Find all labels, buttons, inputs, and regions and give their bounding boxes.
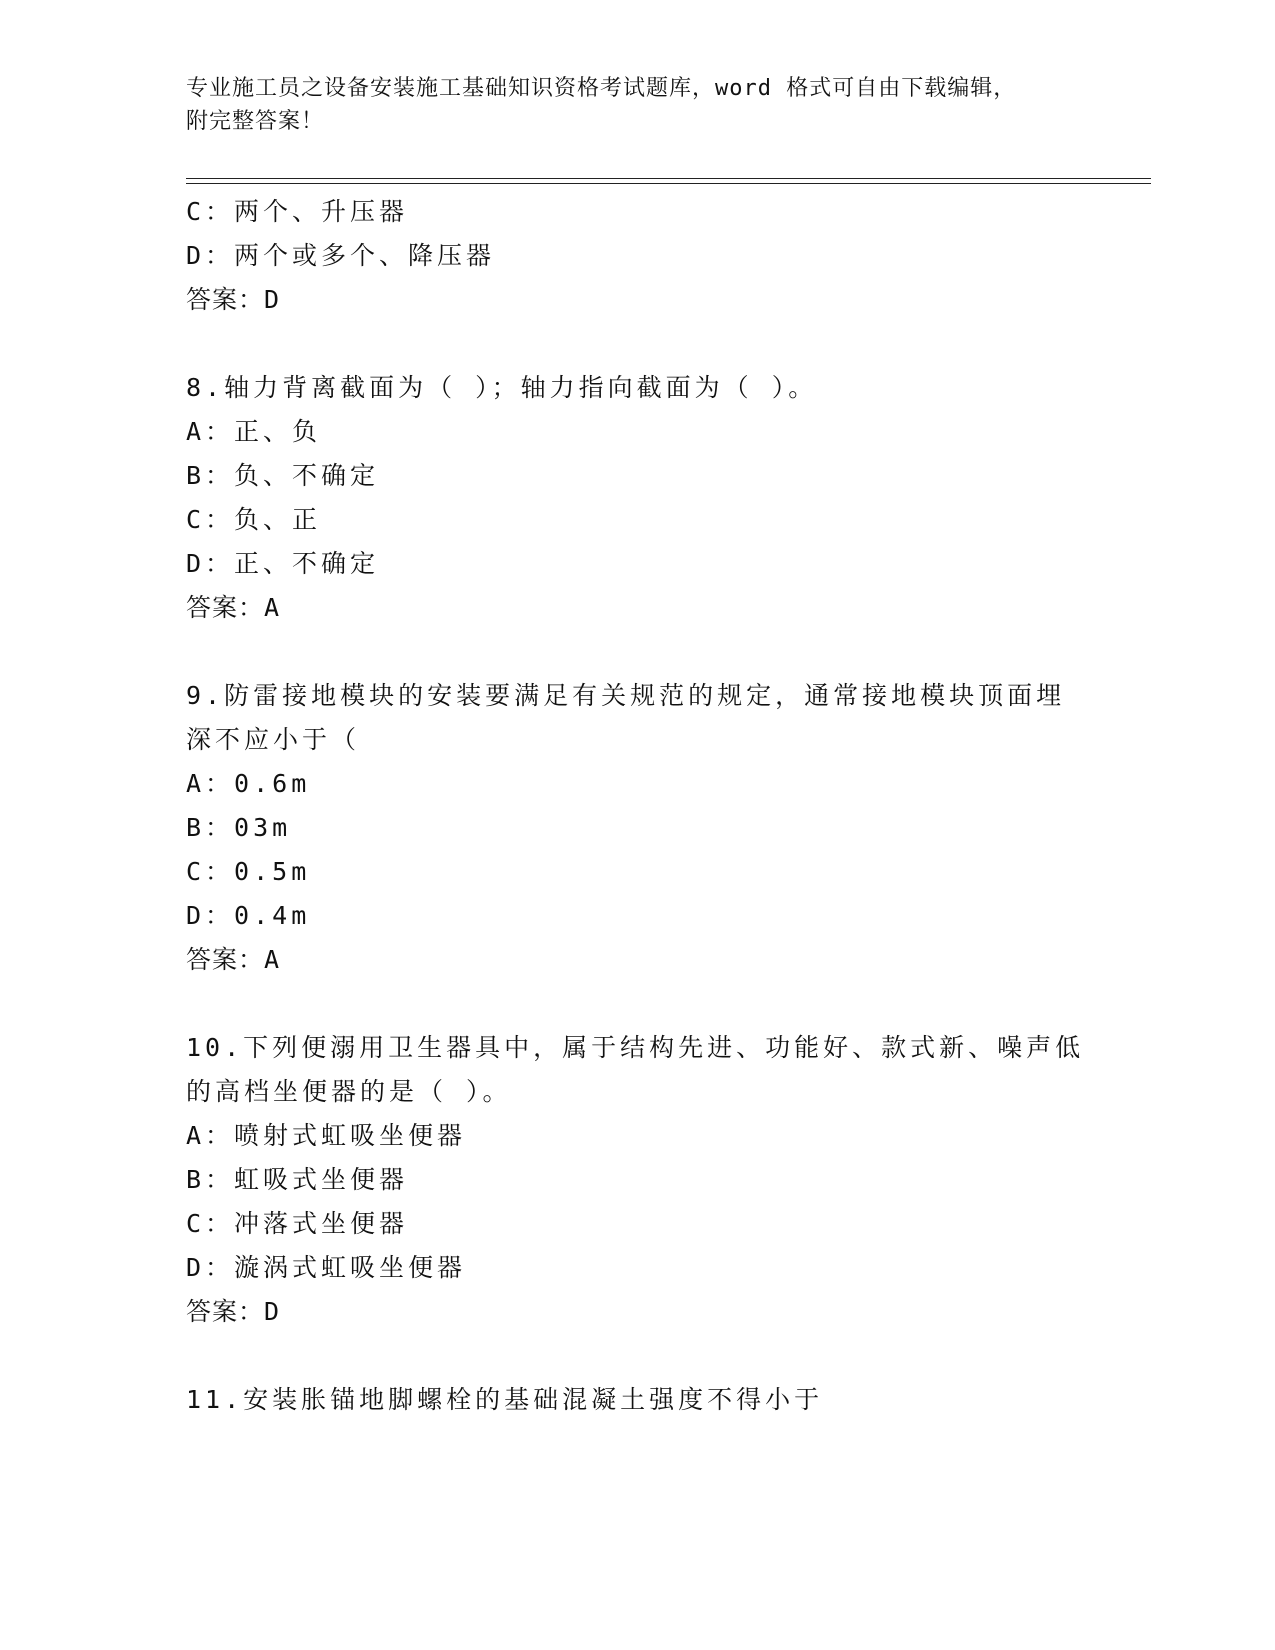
header-divider-bottom: [186, 183, 1151, 184]
question-text-continued: 的高档坐便器的是（ ）。: [186, 1077, 512, 1106]
option-d: D：漩涡式虹吸坐便器: [186, 1253, 467, 1282]
option-c: C：负、正: [186, 505, 322, 534]
question-8: [186, 366, 1086, 630]
option-a: A：0.6m: [186, 769, 311, 798]
option-d: D：正、不确定: [186, 549, 380, 578]
header-title-line-1: 专业施工员之设备安装施工基础知识资格考试题库，word 格式可自由下载编辑，: [186, 76, 1017, 101]
answer-line: 答案：D: [186, 1297, 281, 1326]
option-a: A：正、负: [186, 417, 322, 446]
option-b: B：虹吸式坐便器: [186, 1165, 409, 1194]
option-c: C：0.5m: [186, 857, 311, 886]
answer-line: 答案：D: [186, 285, 281, 314]
option-d: D：两个或多个、降压器: [186, 241, 496, 270]
header-title-line-2: 附完整答案！: [186, 109, 325, 134]
question-10: [186, 1026, 1086, 1334]
option-d: D：0.4m: [186, 901, 311, 930]
question-list: [186, 190, 1086, 1422]
question-9: [186, 674, 1086, 982]
option-c: C：两个、升压器: [186, 197, 409, 226]
continued-question: [186, 190, 1086, 322]
document-header: [186, 72, 1086, 138]
question-11: [186, 1378, 1086, 1422]
answer-line: 答案：A: [186, 593, 281, 622]
option-b: B：负、不确定: [186, 461, 380, 490]
option-a: A：喷射式虹吸坐便器: [186, 1121, 467, 1150]
option-b: B：03m: [186, 813, 292, 842]
question-text: 10.下列便溺用卫生器具中，属于结构先进、功能好、款式新、噪声低: [186, 1033, 1085, 1062]
question-text: 8.轴力背离截面为（ ）；轴力指向截面为（ ）。: [186, 373, 818, 402]
question-text: 9.防雷接地模块的安装要满足有关规范的规定，通常接地模块顶面埋: [186, 681, 1066, 710]
question-text-continued: 深不应小于（: [186, 725, 361, 754]
answer-line: 答案：A: [186, 945, 281, 974]
option-c: C：冲落式坐便器: [186, 1209, 409, 1238]
question-text: 11.安装胀锚地脚螺栓的基础混凝土强度不得小于: [186, 1385, 824, 1414]
header-divider-top: [186, 178, 1151, 179]
